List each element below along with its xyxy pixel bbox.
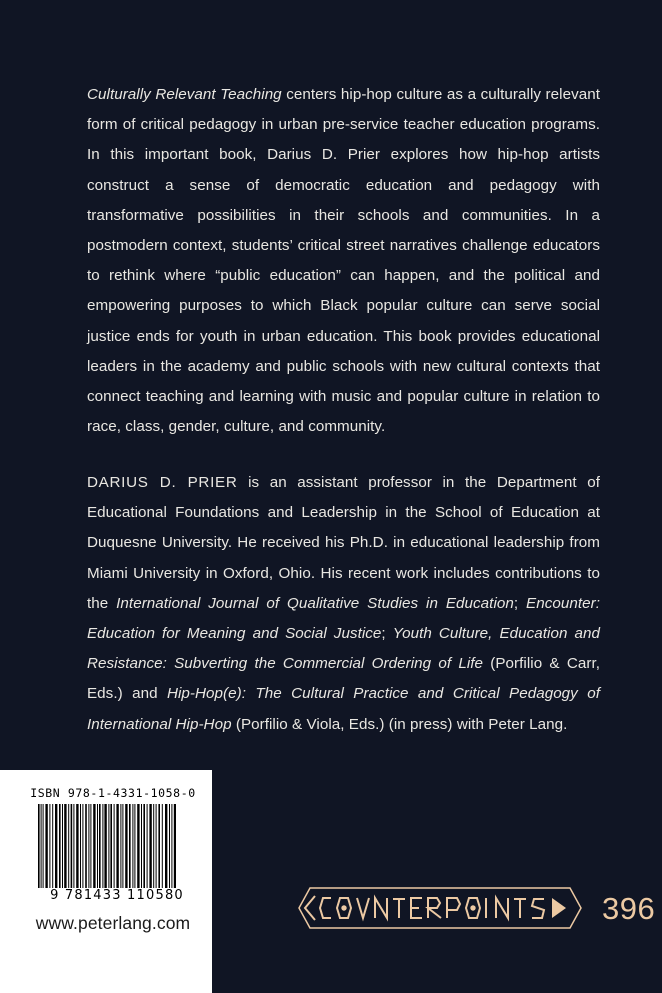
publisher-url: www.peterlang.com: [35, 913, 191, 933]
logo-letter-n: [375, 898, 387, 918]
author-bio-block: [87, 468, 600, 740]
triangle-right-icon: [552, 898, 566, 918]
logo-letter-s: [532, 899, 544, 918]
logo-letter-e: [411, 898, 422, 918]
logo-letter-t: [514, 899, 526, 918]
description-block: [87, 80, 600, 442]
barcode-digits: 9 781433 110580: [50, 888, 184, 903]
isbn-label: ISBN 978-1-4331-1058-0: [30, 786, 196, 800]
logo-letter-r: [428, 898, 441, 918]
description-body: centers hip-hop culture as a culturally relevant form of critical pedagogy in urban pre-service teacher education programs. In this important book, Darius D. Prier explores how hip-hop artists construct a sense of democratic education and pedagogy with transformative possibilities in their schools and communities. In a postmodern context, students’ critical street narratives challenge educators to rethink where “public education” can happen, and the political and empowering purposes to which Black popular culture can serve social justice ends for youth in urban education. This book provides educational leaders in the academy and public schools with new cultural contexts that connect teaching and learning with music and popular culture in relation to race, class, gender, culture, and community.: [87, 86, 600, 436]
logo-letter-n: [496, 898, 508, 918]
barcode-bars: [0, 804, 212, 888]
bio-segment-3: ;: [381, 625, 393, 643]
series-number: 396: [602, 890, 656, 926]
bio-work-2: Encounter: Education for Meaning and Social Justice: [87, 594, 600, 643]
bio-segment-2: ;: [513, 594, 527, 612]
bio-segment-1: is an assistant professor in the Department of Educational Foundations and Leadership in the School of Education at Duquesne University. He received his Ph.D. in educational leadership from Miami University in Oxford, Ohio. His recent work includes contributions to the: [87, 474, 600, 612]
bio-work-4: Hip-Hop(e): The Cultural Practice and Critical Pedagogy of International Hip-Hop: [87, 685, 600, 733]
bio-segment-5: (Porfilio & Viola, Eds.) (in press) with Peter Lang.: [231, 715, 568, 733]
counterpoints-logo-icon: [296, 885, 584, 931]
bio-work-1: International Journal of Qualitative Studies in Education: [116, 594, 514, 612]
logo-letter-t: [393, 899, 405, 918]
chevron-left-icon: [305, 896, 315, 920]
bio-segment-4: (Porfilio & Carr, Eds.) and: [87, 655, 600, 703]
barcode-panel: [0, 770, 212, 993]
logo-letter-c: [320, 898, 331, 918]
series-identifier: [296, 885, 655, 931]
bio-work-3: Youth Culture, Education and Resistance: Subverting the Commercial Ordering of Life: [87, 625, 600, 673]
logo-letter-p: [447, 898, 460, 918]
description-paragraph: [87, 80, 600, 442]
barcode-bars-icon: [38, 804, 176, 888]
author-name: DARIUS D. PRIER: [87, 474, 238, 491]
author-bio-paragraph: [87, 468, 600, 740]
logo-letter-v: [357, 898, 369, 918]
book-title-italic: Culturally Relevant Teaching: [87, 86, 282, 103]
